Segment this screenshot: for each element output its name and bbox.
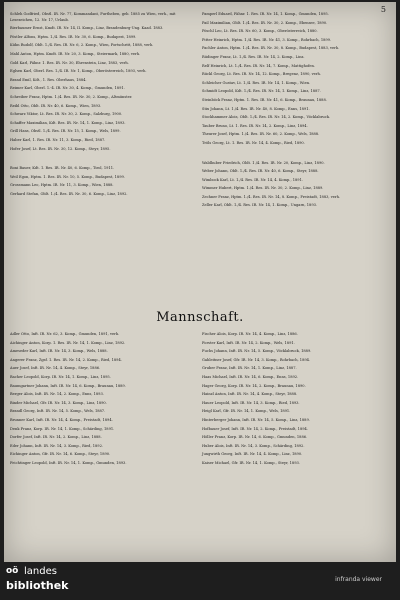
roster-entry: Feichtinger Leopold, Inft. IR. Nr. 14, 1. Komp., Gmunden, 1893. xyxy=(10,460,127,465)
left-column-low xyxy=(10,332,198,470)
page-number: 5 xyxy=(380,5,386,14)
roster-entry: Adler Otto, Inft. IR. Nr. 62, 3. Komp., Gmunden, 1891, verh. xyxy=(10,332,120,336)
roster-entry: Stockhammer Alois, Oblt. 1./4. Res. IR. Nr. 14, 2. Komp., Vöcklabruck. xyxy=(202,115,331,120)
logo-text-line1: landes xyxy=(24,566,57,577)
roster-entry: Eder Johann, Inft. IR. Nr. 14, 3. Komp., Ried, 1892. xyxy=(10,443,104,448)
roster-entry: Pail Maximilian, Oblt. 1./4. Res. IR. Nr. 30, 2. Komp., Ebensee, 1890. xyxy=(202,20,328,25)
roster-entry: Boni Bauer, Kdt. 1. Res. IR. Nr. 40, 6. Komp., Tirol, 1911. xyxy=(10,166,115,171)
roster-entry: Haber Karl, 1. Res. IR. Nr. 11, 3. Komp., Ried, 1887. xyxy=(10,137,106,142)
roster-entry: Haas Michael, Inft. IR. Nr. 14, 6. Komp., Enns, 1892. xyxy=(202,374,299,379)
roster-entry: Jungwirth Georg, Inft. IR. Nr. 14, 4. Komp., Linz, 1890. xyxy=(202,452,303,457)
roster-entry: Auer Josef, Inft. IR. Nr. 14, 4. Komp., Steyr, 1886. xyxy=(10,366,101,371)
roster-entry: Brand Emil, Kdt., 1. Res. Oberhaus, 1884. xyxy=(10,77,87,82)
roster-entry: Fuchs Johann, Inft. IR. Nr. 14, 5. Komp., Vöcklabruck, 1889. xyxy=(202,349,312,354)
roster-entry: Reimer Karl, Oberl. 1.-4. IR. Nr. 30, 4. Komp., Gmunden, 1891. xyxy=(10,86,125,91)
roster-entry: Fischer Alois, Korp. IR. Nr. 14, 4. Komp., Linz, 1886. xyxy=(202,332,298,336)
logo-mark: oö xyxy=(6,566,19,576)
roster-entry: Binder Michael, Gfr. IR. Nr. 14, 3. Komp., Linz, 1890. xyxy=(10,400,107,405)
roster-entry: Brunner Karl, Inft. IR. Nr. 14, 4. Komp., Freistadt, 1894. xyxy=(10,417,113,422)
roster-entry: Hainzl Anton, Inft. IR. Nr. 14, 4. Komp., Steyr, 1888. xyxy=(202,392,298,397)
roster-entry: Schleicher Gustav, Lt. 1./4. Res. IR. Nr. 14, 1. Komp., Wien. xyxy=(202,80,311,85)
roster-entry: Pöstler Alfons, Hptm. 1./4. Res. IR. Nr. 30, 6. Komp., Budapest, 1899. xyxy=(10,34,137,39)
roster-entry: Relf Heinrich, Lt. 1./4. Res. IR. Nr. 14, 7. Komp., Mattighofen. xyxy=(202,63,315,68)
roster-entry: Steinböck Franz, Hptm. 1. Res. IR. Nr. 41, 6. Komp., Braunau, 1888. xyxy=(202,97,327,102)
roster-entry: Hofer Josef, Lt. Res. IR. Nr. 30, 12. Komp., Steyr, 1895. xyxy=(10,146,111,151)
roster-entry: Bacher Leopold, Korp. IR. Nr. 14, 1. Komp., Linz, 1895. xyxy=(10,374,111,379)
roster-entry: Reibl Otto, Oblt. IR. Nr. 40, 6. Komp., Wien, 1893. xyxy=(10,103,102,108)
roster-entry: Grossmann Leo, Hptm. IR. Nr. 11, 3. Komp., Wien, 1888. xyxy=(10,183,114,188)
roster-entry: Ameseder Karl, Inft. IR. Nr. 14, 3. Komp., Wels, 1888. xyxy=(10,349,108,354)
viewer-label[interactable]: infranda viewer xyxy=(335,576,382,583)
roster-entry: Theurer Josef, Hptm. 1./4. Res. IR. Nr. 60, 2. Komp., Wels, 1888. xyxy=(202,132,320,137)
library-logo[interactable] xyxy=(6,566,76,596)
roster-entry: Brandl Georg, Inft. IR. Nr. 14, 5. Komp., Wels, 1887. xyxy=(10,409,106,414)
roster-entry: Heigl Karl, Gfr. IR. Nr. 14, 1. Komp., Wels, 1891. xyxy=(202,409,291,414)
roster-entry: Tröls Georg, Lt. 1. Res. IR. Nr. 14, 4. Komp., Ried, 1890. xyxy=(202,140,305,145)
roster-entry: Waldhuber Friedrich, Oblt. 1./4. Res. IR. Nr. 20, Komp., Linz, 1890. xyxy=(202,160,325,165)
roster-entry: Grill Hans, Obstl. 1./4. Res. IR. Nr. 15, 1. Komp., Wels, 1899. xyxy=(10,129,121,134)
roster-entry: Pamperl Eduard, Fähnr. 1. Res. IR. Nr. 14, 1. Komp., Gmunden, 1895. xyxy=(202,12,329,16)
roster-entry: Angerer Franz, Zgsf. 1. Res. IR. Nr. 14, 2. Komp., Ried, 1894. xyxy=(10,357,122,362)
roster-entry: Schleh Godfried, Obstl. IR. Nr. 77, Kommandant, Furtheben, geb. 1885 zu Wien, verh., mit Lesezeichen, 12. Nr. 17, Urlaub. xyxy=(10,12,176,22)
roster-entry: Hager Georg, Korp. IR. Nr. 14, 2. Komp., Braunau, 1890. xyxy=(202,383,306,388)
logo-text-line2: bibliothek xyxy=(6,579,69,592)
roster-entry: Gahleitner Josef, Gfr. IR. Nr. 14, 3. Komp., Rohrbach, 1894. xyxy=(202,357,311,362)
roster-entry: Dorfer Josef, Inft. IR. Nr. 14, 2. Komp., Linz, 1888. xyxy=(10,435,102,440)
right-column-low xyxy=(202,332,390,470)
roster-entry: Hofbauer Josef, Inft. IR. Nr. 14, 2. Komp., Freistadt, 1894. xyxy=(202,426,308,431)
roster-entry: Weil Egon, Hptm. 1. Res. IR. Nr. 10, 5. Komp., Budapest, 1899. xyxy=(10,174,125,179)
roster-entry: Eichinger Anton, Gfr. IR. Nr. 14, 6. Komp., Steyr, 1890. xyxy=(10,452,111,457)
roster-entry: Höller Franz, Korp. IR. Nr. 14, 6. Komp., Gmunden, 1886. xyxy=(202,435,308,440)
roster-entry: Rückl Georg, Lt. Res. IR. Nr. 14, 12. Komp., Bregenz, 1890, verh. xyxy=(202,72,321,77)
roster-entry: Mahl Anton, Hptm. Kmdt. IR. Nr. 20, 3. Komp., Steiermark, 1880, verh. xyxy=(10,51,141,56)
roster-entry: Gold Karl, Fähnr. 1. Res. IR. Nr. 30, Ehrenstein, Linz, 1883, verh. xyxy=(10,60,129,65)
roster-entry: Wimmer Hubert, Hptm. 1./4. Res. IR. Nr. 30, 2. Komp., Linz, 1889. xyxy=(202,186,324,191)
roster-entry: Hauer Leopold, Inft. IR. Nr. 14, 3. Komp., Ried, 1893. xyxy=(202,400,300,405)
scanned-page xyxy=(4,2,396,562)
roster-entry: Zeller Karl, Oblt. 1./4. Res. IR. Nr. 14, 1. Komp., Ungarn, 1893. xyxy=(202,203,318,208)
roster-entry: Pachler Anton, Hptm. 1./4. Res. IR. Nr. 30, 8. Komp., Budapest, 1883, verh. xyxy=(202,46,340,51)
roster-entry: Tauber Bruno, Lt. 1. Res. IR. Nr. 14, 2. Komp., Linz, 1894. xyxy=(202,123,308,128)
roster-entry: Schmidt Leopold, Kdt. 1./4. Res. IR. Nr. 14, 1. Komp., Linz, 1887. xyxy=(202,89,321,94)
roster-entry: Huber Alois, Inft. IR. Nr. 14, 3. Komp., Schärding, 1892. xyxy=(202,443,305,448)
right-column-top xyxy=(202,12,390,212)
viewer-footer xyxy=(0,562,400,600)
roster-entry: Kaiser Michael, Gfr. IR. Nr. 14, 1. Komp., Steyr, 1893. xyxy=(202,460,300,465)
roster-entry: Aichinger Anton, Korp. 1. Res. IR. Nr. 14, 1. Komp., Linz, 1892. xyxy=(10,340,126,345)
roster-entry: Stix Johann, Lt. 1./4. Res. IR. Nr. 40, 8. Komp., Enns, 1891. xyxy=(202,106,310,111)
roster-entry: Kühn Rudolf, Oblt. 1./4. Res. IR. Nr. 6, 2. Komp., Wien, Fortschritt, 1888, verh. xyxy=(10,43,154,48)
section-heading: Mannschaft. xyxy=(156,310,244,325)
roster-entry: Eglsen Karl, Oberl. Res. 1./4. IR. Nr. 1, Komp., Oberösterreich, 1893, verh. xyxy=(10,69,147,74)
roster-entry: Weber Johann, Oblt. 1./4. Res. IR. Nr. 40, 6. Komp., Steyr, 1888. xyxy=(202,169,319,174)
roster-entry: Zechner Franz, Hptm. 1./4. Res. IR. Nr. 14, 8. Komp., Freistadt, 1883, verh. xyxy=(202,194,341,199)
roster-entry: Rüdinger Franz, Lt. 1./4. Res. IR. Nr. 14, 2. Komp., Linz. xyxy=(202,54,305,59)
left-column-top xyxy=(10,12,198,200)
roster-entry: Hinterberger Johann, Inft. IR. Nr. 14, 5. Komp., Linz, 1889. xyxy=(202,417,310,422)
roster-entry: Gerhard Stefan, Oblt. 1./4. Res. IR. Nr. 30, 6. Komp., Linz, 1892. xyxy=(10,191,128,196)
roster-entry: Denk Franz, Korp. IR. Nr. 14, 1. Komp., Schärding, 1891. xyxy=(10,426,115,431)
roster-entry: Schaffer Maximilian, Kdt. Res. IR. Nr. 14, 1. Komp., Linz, 1893. xyxy=(10,120,126,125)
roster-entry: Pöschl Leo, Lt. Res. IR. Nr. 60, 3. Komp., Oberösterreich, 1880. xyxy=(202,29,318,34)
roster-entry: Schreiber Franz, Hptm. 1./4. Res. IR. Nr. 30, 2. Komp., Altmünster. xyxy=(10,94,133,99)
roster-entry: Pitter Heinrich, Hptm. 1./4. Res. IR. Nr. 41, 3. Komp., Rohrbach, 1899. xyxy=(202,37,332,42)
roster-entry: Bierbaumer Ernst, Kmdt. IR. Nr. 14, II. Komp., Linz, Brandenburg-Ung. Kaad. 1883. xyxy=(10,26,164,31)
roster-entry: Gruber Franz, Inft. IR. Nr. 14, 1. Komp., Linz, 1887. xyxy=(202,366,297,371)
roster-entry: Berger Alois, Inft. IR. Nr. 14, 2. Komp., Enns, 1893. xyxy=(10,392,104,397)
roster-entry: Forster Karl, Inft. IR. Nr. 14, 2. Komp., Wels, 1891. xyxy=(202,340,295,345)
roster-entry: Baumgartner Johann, Inft. IR. Nr. 14, 6. Komp., Braunau, 1889. xyxy=(10,383,126,388)
roster-entry: Wimbock Karl, Lt. 1./4. Res. IR. Nr. 14, 4. Komp., 1891. xyxy=(202,177,304,182)
roster-entry: Schwarz Viktor, Lt. Res. IR. Nr. 30, 2. Komp., Salzburg, 1900. xyxy=(10,112,123,117)
